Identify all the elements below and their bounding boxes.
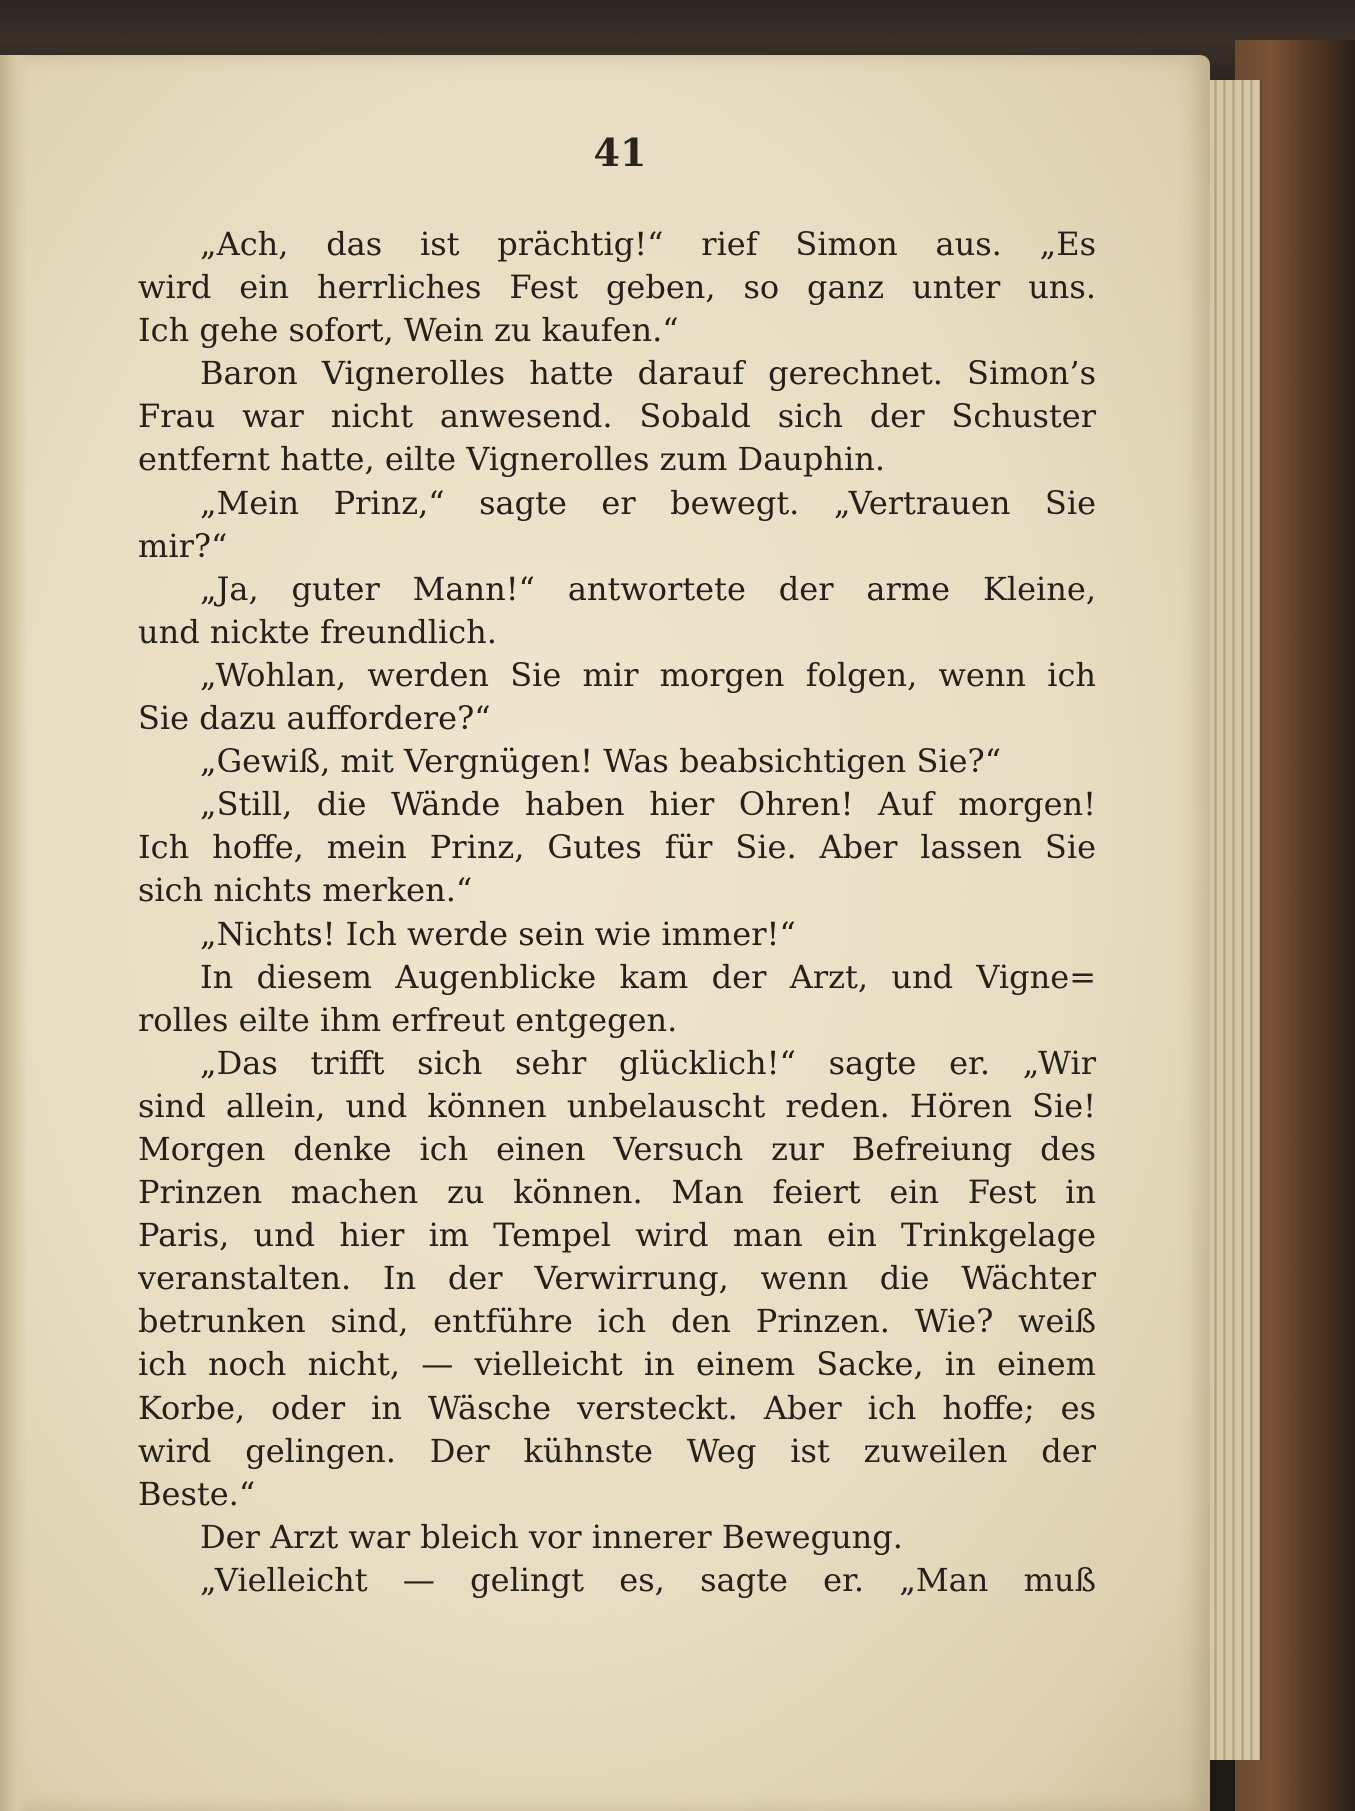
text-line: wird ein herrliches Fest geben, so ganz unter uns. <box>138 268 1096 307</box>
text-line: „Gewiß, mit Vergnügen! Was beabsichtigen Sie?“ <box>200 742 1002 781</box>
text-line: und nickte freundlich. <box>138 612 497 651</box>
text-line: Sie dazu auffordere?“ <box>138 699 491 738</box>
text-line: Paris, und hier im Tempel wird man ein Trinkgelage <box>138 1216 1096 1255</box>
text-line: „Ach, das ist prächtig!“ rief Simon aus. „Es <box>200 225 1096 263</box>
text-line: In diesem Augenblicke kam der Arzt, und Vigne= <box>200 957 1096 996</box>
text-line: entfernt hatte, eilte Vignerolles zum Dauphin. <box>138 440 885 479</box>
text-line: „Nichts! Ich werde sein wie immer!“ <box>200 914 796 953</box>
text-line: veranstalten. In der Verwirrung, wenn die Wächter <box>138 1259 1096 1298</box>
text-line: „Still, die Wände haben hier Ohren! Auf morgen! <box>200 785 1096 824</box>
text-line: Prinzen machen zu können. Man feiert ein Fest in <box>138 1173 1096 1212</box>
page-text <box>138 223 1096 1602</box>
text-line: rolles eilte ihm erfreut entgegen. <box>138 1000 678 1039</box>
text-line: Frau war nicht anwesend. Sobald sich der Schuster <box>138 397 1096 436</box>
text-line: Baron Vignerolles hatte darauf gerechnet. Simon’s <box>200 354 1096 393</box>
text-line: betrunken sind, entführe ich den Prinzen. Wie? weiß <box>138 1302 1096 1341</box>
text-line: „Wohlan, werden Sie mir morgen folgen, wenn ich <box>200 655 1096 694</box>
text-line: Ich gehe sofort, Wein zu kaufen.“ <box>138 311 679 350</box>
page-gutter <box>0 55 28 1811</box>
text-line: Beste.“ <box>138 1474 256 1513</box>
text-line: „Das trifft sich sehr glücklich!“ sagte er. „Wir <box>200 1043 1096 1082</box>
text-line: „Ja, guter Mann!“ antwortete der arme Kleine, <box>200 569 1096 608</box>
text-line: Der Arzt war bleich vor innerer Bewegung. <box>200 1517 903 1556</box>
text-line: „Vielleicht — gelingt es, sagte er. „Man muß <box>200 1560 1096 1599</box>
text-line: mir?“ <box>138 526 228 565</box>
text-line: Korbe, oder in Wäsche versteckt. Aber ich hoffe; es <box>138 1388 1096 1427</box>
text-line: sind allein, und können unbelauscht reden. Hören Sie! <box>138 1086 1096 1125</box>
text-line: wird gelingen. Der kühnste Weg ist zuweilen der <box>138 1431 1096 1470</box>
text-line: Ich hoffe, mein Prinz, Gutes für Sie. Aber lassen Sie <box>138 828 1096 867</box>
text-line: ich noch nicht, — vielleicht in einem Sacke, in einem <box>138 1345 1096 1384</box>
page-number: 41 <box>593 130 647 175</box>
text-line: Morgen denke ich einen Versuch zur Befreiung des <box>138 1129 1096 1168</box>
text-line: „Mein Prinz,“ sagte er bewegt. „Vertrauen Sie <box>200 483 1096 522</box>
text-line: sich nichts merken.“ <box>138 871 473 910</box>
